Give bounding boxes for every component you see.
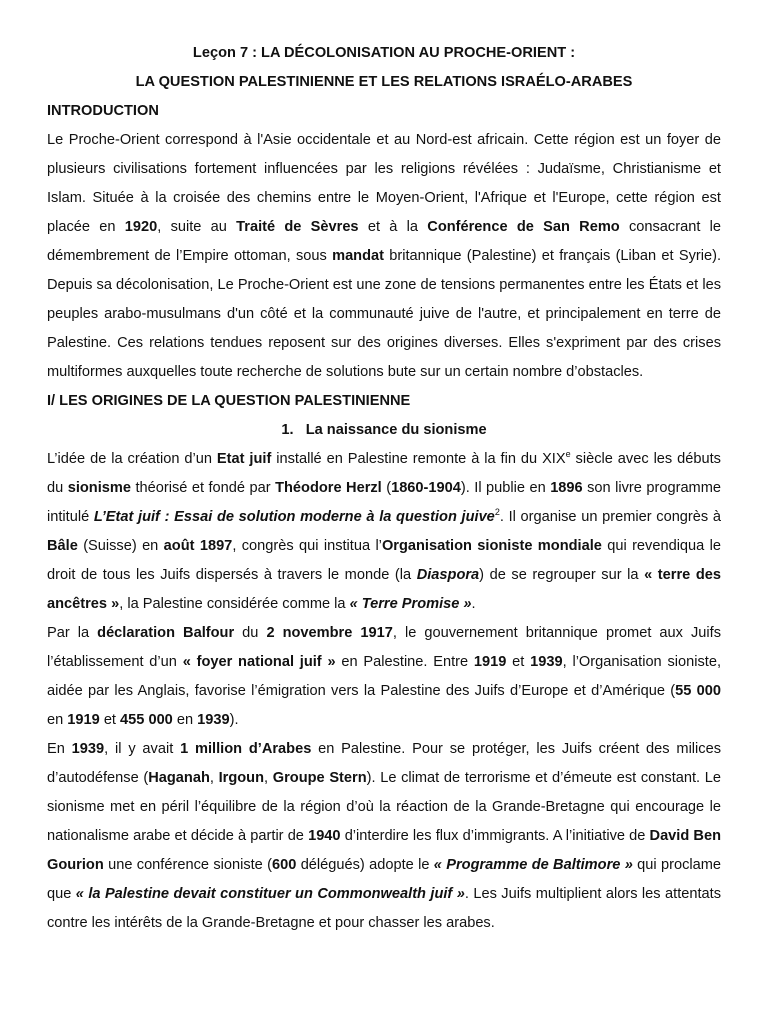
lesson-subtitle: LA QUESTION PALESTINIENNE ET LES RELATIONS ISRAÉLO-ARABES [135,74,633,90]
sionisme-paragraph: L’idée de la création d’un Etat juif installé en Palestine remonte à la fin du XIXe siècle avec les débuts du sionisme théorisé et fondé par Théodore Herzl (1860-1904). Il publie en 1896 son livre programme intitulé L’Etat juif : Essai de solution moderne à la question juive$^2$. Il organise un premier congrès à Bâle (Suisse) en août 1897, congrès qui institua l’Organisation sioniste mondiale qui revendiqua le droit de tous les Juifs dispersés à travers le monde (la Diaspora) de se regrouper sur la « terre des ancêtres », la Palestine considérée comme la « Terre Promise ». [47,449,722,612]
intro-heading: INTRODUCTION [47,103,159,119]
milices-paragraph: En 1939, il y avait 1 million d’Arabes en Palestine. Pour se protéger, les Juifs créent des milices d’autodéfense (Haganah, Irgoun, Groupe Stern). Le climat de terrorisme et d’émeute est constant. Le sionisme met en péril l’équilibre de la région d’où la réaction de la Grande-Bretagne qui encourage le nationalisme arabe et décide à partir de 1940 d’interdire les flux d’immigrants. A l’initiative de David Ben Gourion une conférence sioniste (600 délégués) adopte le « Programme de Baltimore » qui proclame que « la Palestine devait constituer un Commonwealth juif ». Les Juifs multiplient alors les attentats contre les intérêts de la Grande-Bretagne et pour chasser les arabes. [47,741,722,931]
section1-heading: I/ LES ORIGINES DE LA QUESTION PALESTINIENNE [47,393,411,409]
subsection1-heading: 1. La naissance du sionisme [281,422,487,438]
balfour-paragraph: Par la déclaration Balfour du 2 novembre 1917, le gouvernement britannique promet aux Juifs l’établissement d’un « foyer national juif » en Palestine. Entre 1919 et 1939, l’Organisation sioniste, aidée par les Anglais, favorise l’émigration vers la Palestine des Juifs d’Europe et d’Amérique (55 000 en 1919 et 455 000 en 1939). [47,625,721,728]
document-page [47,38,721,938]
intro-paragraph: Le Proche-Orient correspond à l'Asie occidentale et au Nord-est africain. Cette région est un foyer de plusieurs civilisations fortement influencées par les religions révélées : Judaïsme, Christianisme et Islam. Située à la croisée des chemins entre le Moyen-Orient, l'Afrique et l'Europe, cette région est placée en 1920, suite au Traité de Sèvres et à la Conférence de San Remo consacrant le démembrement de l’Empire ottoman, sous mandat britannique (Palestine) et français (Liban et Syrie). Depuis sa décolonisation, Le Proche-Orient est une zone de tensions permanentes entre les États et les peuples arabo-musulmans d'un côté et la communauté juive de l'autre, et principalement en terre de Palestine. Ces relations tendues reposent sur des origines diverses. Elles s'expriment par des crises multiformes auxquelles toute recherche de solutions bute sur un certain nombre d’obstacles. [47,132,721,380]
lesson-title: Leçon 7 : LA DÉCOLONISATION AU PROCHE-ORIENT : [192,45,576,61]
